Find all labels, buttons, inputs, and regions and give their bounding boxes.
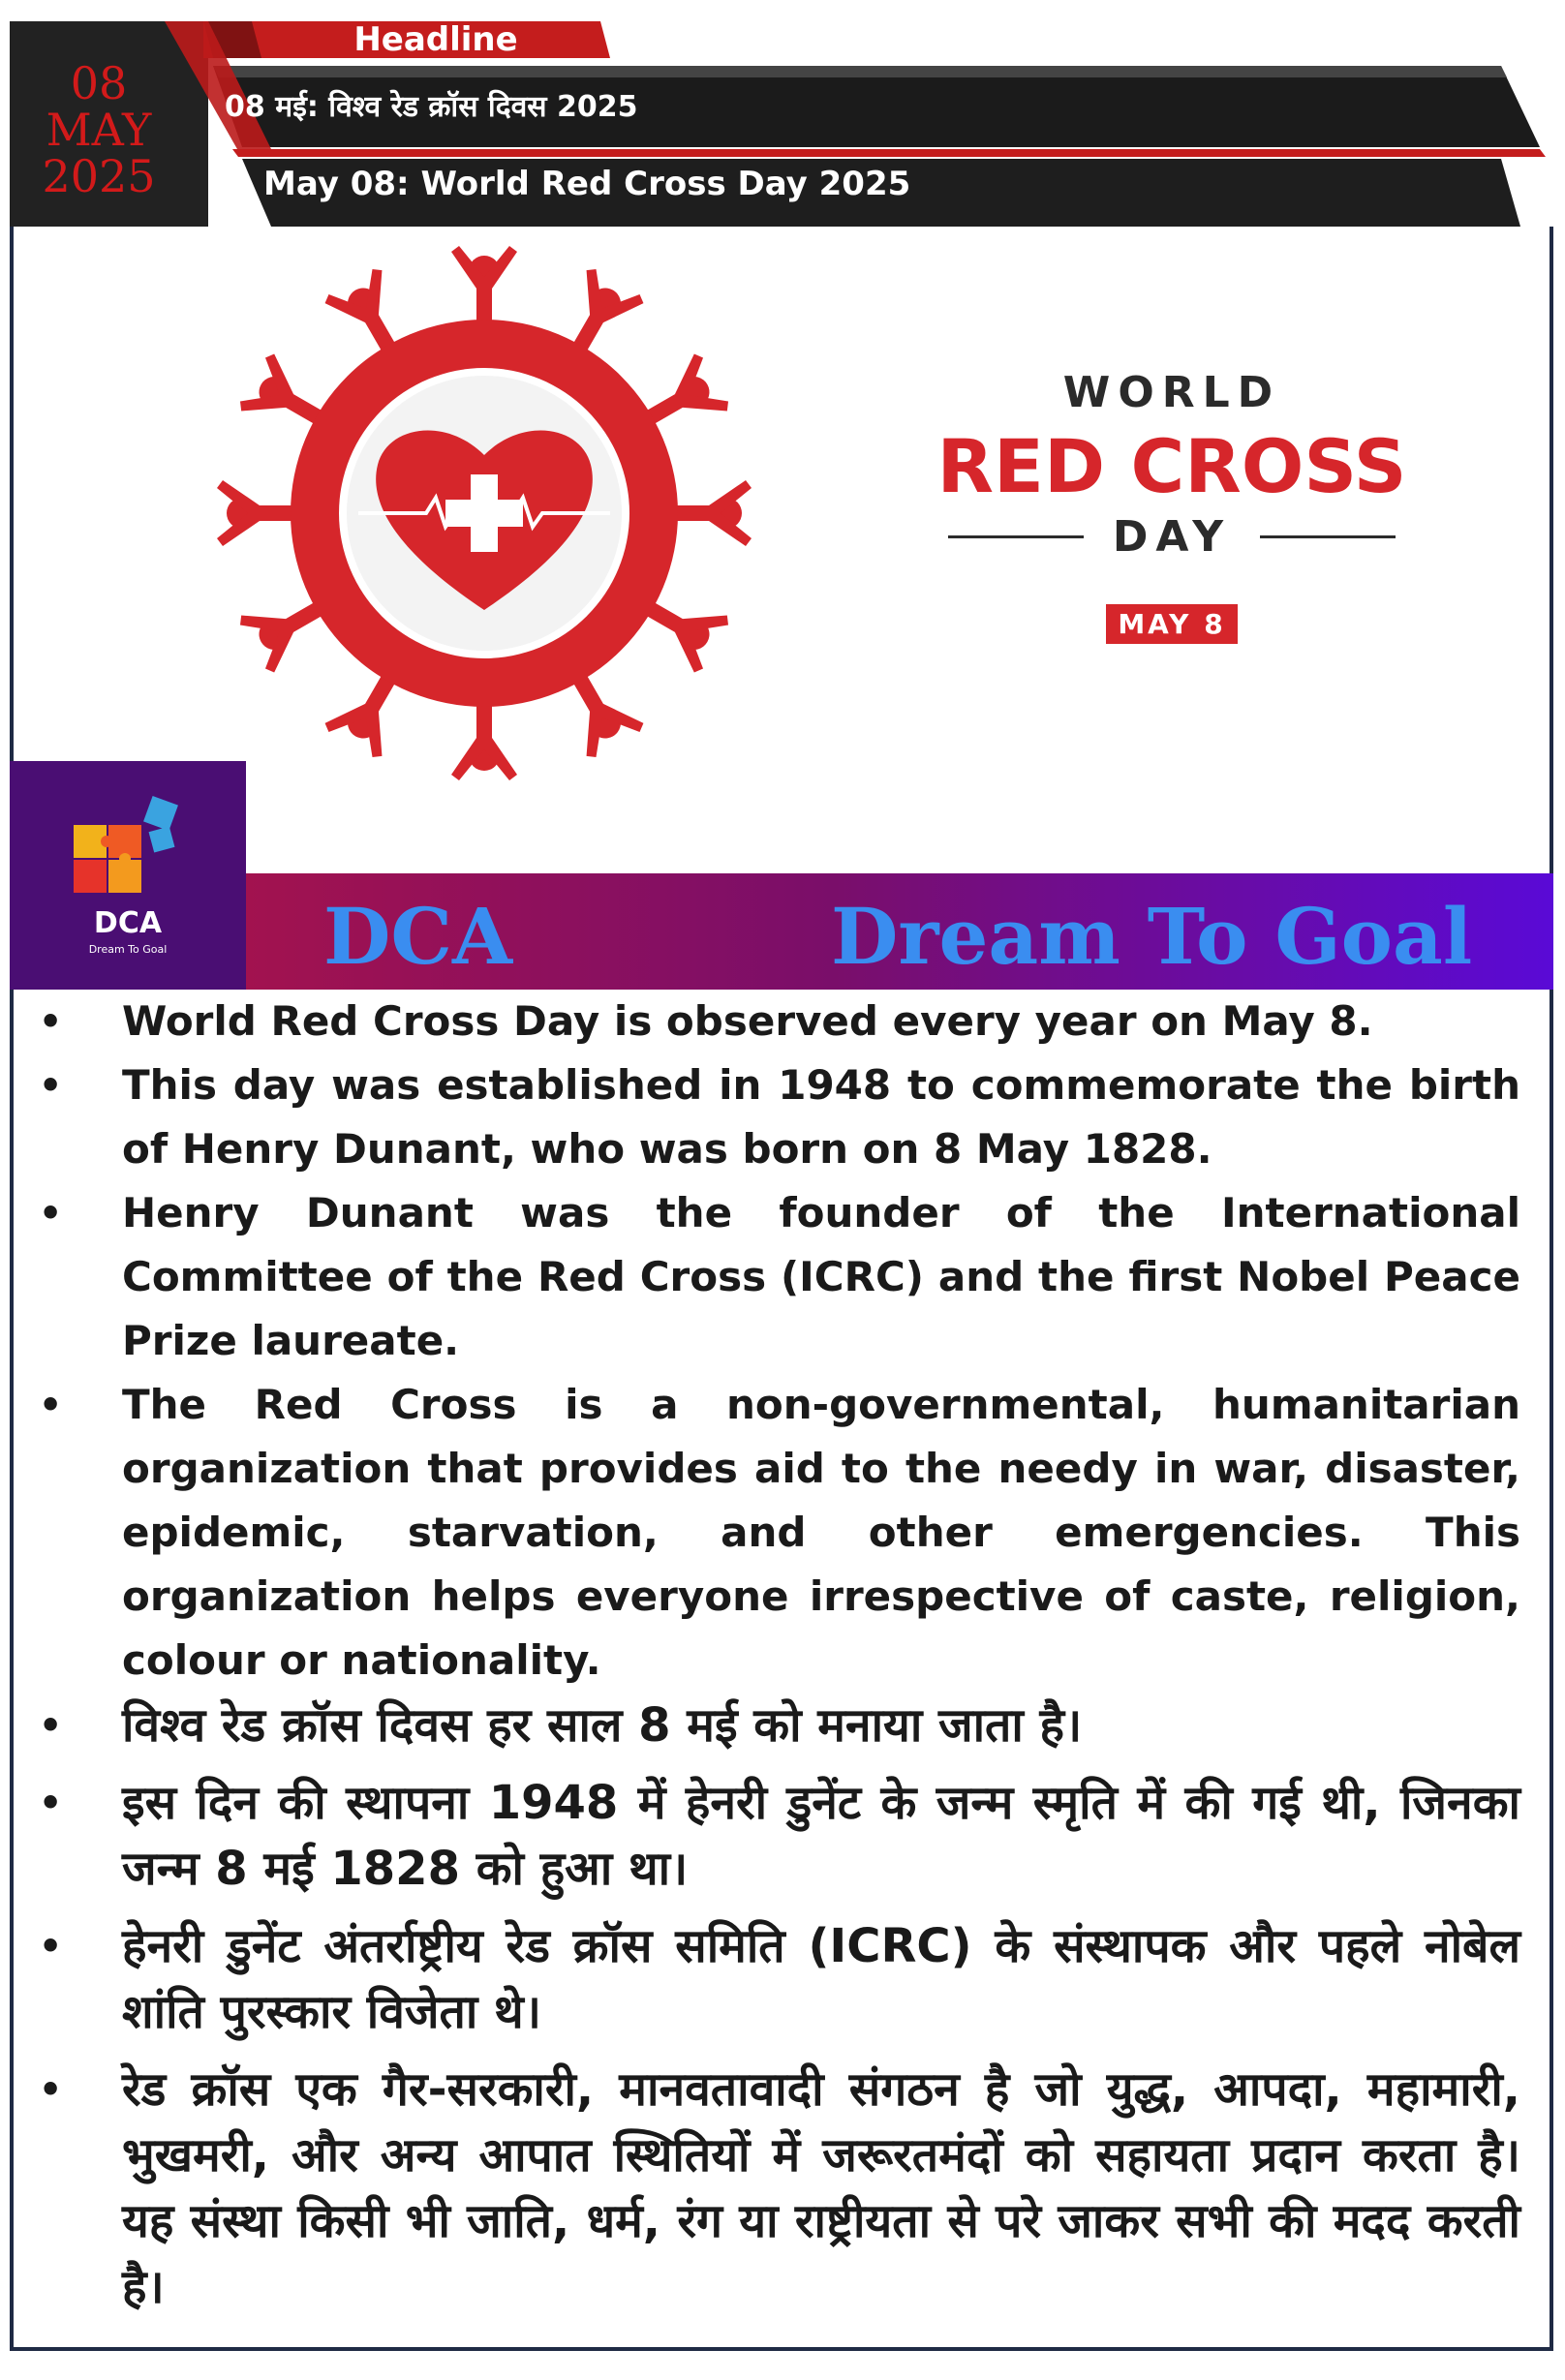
point-text: This day was established in 1948 to commemorate the birth of Henry Dunant, who was born on 8 May 1828.	[122, 1061, 1520, 1173]
logo-dca-text: DCA	[93, 906, 163, 940]
point-text: World Red Cross Day is observed every year on May 8.	[122, 997, 1373, 1045]
logo-tagline: Dream To Goal	[88, 943, 168, 956]
brand-dca: DCA	[323, 891, 513, 982]
logo-red-cross-text: RED CROSS	[936, 423, 1407, 509]
dca-logo	[10, 761, 246, 990]
bullet: •	[39, 1000, 63, 1043]
point-text: The Red Cross is a non-governmental, humanitarian organization that provides aid to the needy in war, disaster, epidemic, starvation, and other emergencies. This organization helps everyone irrespective of caste, religion, colour or nationality.	[122, 1381, 1520, 1684]
date-block	[12, 57, 186, 202]
divider-line	[1260, 535, 1396, 538]
bullet: •	[39, 1192, 63, 1235]
date-year: 2025	[42, 150, 156, 202]
logo-date-badge: MAY 8	[1106, 604, 1237, 644]
list-item	[29, 1053, 1520, 1181]
puzzle-pieces-icon	[72, 796, 188, 902]
brand-dream-to-goal: Dream To Goal	[831, 891, 1473, 982]
article-body	[29, 990, 1540, 2332]
point-text: Henry Dunant was the founder of the International Committee of the Red Cross (ICRC) and the first Nobel Peace Prize laureate.	[122, 1189, 1520, 1364]
world-red-cross-day-logo	[901, 368, 1443, 644]
list-item	[29, 1373, 1520, 1693]
bullet: •	[39, 1925, 63, 1968]
bullet: •	[39, 1064, 63, 1107]
point-text: विश्व रेड क्रॉस दिवस हर साल 8 मई को मनाया जाता है।	[122, 1698, 1083, 1753]
list-item	[29, 990, 1520, 1053]
list-item	[29, 2057, 1520, 2320]
divider-line	[948, 535, 1084, 538]
list-item	[29, 1913, 1520, 2045]
hindi-points	[29, 1693, 1520, 2320]
list-item	[29, 1693, 1520, 1758]
logo-day-text: DAY	[1112, 512, 1232, 562]
list-item	[29, 1770, 1520, 1902]
english-points	[29, 990, 1520, 1693]
headline-hindi: 08 मई: विश्व रेड क्रॉस दिवस 2025	[225, 90, 638, 124]
bullet: •	[39, 1384, 63, 1426]
list-item	[29, 1181, 1520, 1373]
headline-tab: Headline	[353, 20, 518, 59]
point-text: इस दिन की स्थापना 1948 में हेनरी डुनेंट के जन्म स्मृति में की गई थी, जिनका जन्म 8 मई 1828 को हुआ था।	[122, 1776, 1520, 1896]
bullet: •	[39, 1782, 63, 1824]
logo-world-text: WORLD	[1062, 368, 1281, 417]
date-month: MAY	[46, 104, 152, 156]
bullet: •	[39, 1704, 63, 1747]
headline-english: May 08: World Red Cross Day 2025	[263, 165, 911, 203]
date-day: 08	[70, 57, 128, 109]
point-text: हेनरी डुनेंट अंतर्राष्ट्रीय रेड क्रॉस समिति (ICRC) के संस्थापक और पहले नोबेल शांति पुरस्कार विजेता थे।	[122, 1919, 1520, 2039]
logo-day-row	[901, 512, 1443, 562]
bullet: •	[39, 2068, 63, 2111]
brand-strip	[246, 873, 1553, 990]
red-cross-emblem-illustration	[194, 223, 775, 804]
point-text: रेड क्रॉस एक गैर-सरकारी, मानवतावादी संगठन है जो युद्ध, आपदा, महामारी, भुखमरी, और अन्य आपात स्थितियों में जरूरतमंदों को सहायता प्रदान करता है। यह संस्था किसी भी जाति, धर्म, रंग या राष्ट्रीयता से परे जाकर सभी की मदद करती है।	[122, 2062, 1520, 2314]
